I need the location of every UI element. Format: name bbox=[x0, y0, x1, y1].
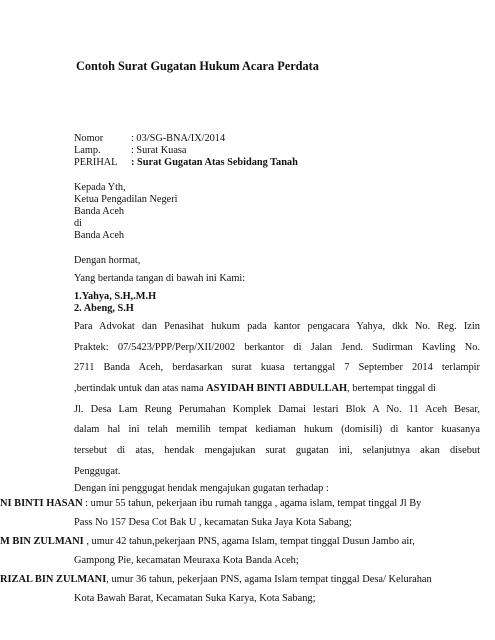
attorney-2: 2. Abeng, S.H bbox=[74, 303, 134, 314]
meta-value: : 03/SG-BNA/IX/2014 bbox=[131, 133, 226, 144]
body-line: Para Advokat dan Penasihat hukum pada kantor pengacara Yahya, dkk No. Reg. Izin bbox=[74, 321, 480, 332]
meta-value: : Surat Kuasa bbox=[131, 145, 187, 156]
body-line: Jl. Desa Lam Reung Perumahan Komplek Damai lestari Blok A No. 11 Aceh Besar, bbox=[74, 403, 480, 415]
recipient-line: di bbox=[74, 218, 83, 229]
defendant-name: RIZAL BIN ZULMANI bbox=[0, 574, 107, 585]
body-paragraph bbox=[74, 317, 480, 483]
body-line bbox=[74, 379, 480, 400]
defendant-2-cont: Gampong Pie, kecamatan Meuraxa Kota Banda Aceh; bbox=[74, 555, 299, 566]
meta-value: : Surat Gugatan Atas Sebidang Tanah bbox=[131, 157, 298, 168]
client-name: ASYIDAH BINTI ABDULLAH bbox=[206, 383, 348, 395]
greeting: Dengan hormat, bbox=[74, 255, 141, 266]
body-text: , bertempat tinggal di bbox=[347, 383, 436, 395]
meta-key: Lamp. bbox=[74, 145, 101, 156]
body-line: 2711 Banda Aceh, berdasarkan surat kuasa tertanggal 7 September 2014 terlampir bbox=[74, 362, 480, 374]
defendant-1 bbox=[0, 498, 421, 509]
attorney-1: 1.Yahya, S.H,.M.H bbox=[74, 291, 157, 302]
defendant-2 bbox=[0, 536, 415, 547]
body-line: Praktek: 07/5423/PPP/Perp/XII/2002 berkantor di Jalan Jend. Sudirman Kavling No. bbox=[74, 341, 480, 353]
recipient-line: Banda Aceh bbox=[74, 230, 125, 241]
recipient-line: Ketua Pengadilan Negeri bbox=[74, 194, 178, 205]
defendant-detail: , umur 36 tahun, pekerjaan PNS, agama Islam tempat tinggal Desa/ Kelurahan bbox=[106, 574, 432, 585]
defendant-1-cont: Pass No 157 Desa Cot Bak U , kecamatan Suka Jaya Kota Sabang; bbox=[74, 517, 352, 528]
recipient-line: Banda Aceh bbox=[74, 206, 125, 217]
defendant-3 bbox=[0, 574, 432, 585]
body-line: dalam hal ini telah memilih tempat kediaman hukum (domisili) di kantor kuasanya bbox=[74, 424, 480, 436]
defendant-3-cont: Kota Bawah Barat, Kecamatan Suka Karya, Kota Sabang; bbox=[74, 593, 316, 604]
document-title: Contoh Surat Gugatan Hukum Acara Perdata bbox=[76, 59, 319, 73]
meta-key: PERIHAL bbox=[74, 157, 118, 168]
body-line: tersebut di atas, hendak mengajukan surat gugatan ini, selanjutnya akan disebut bbox=[74, 445, 480, 457]
intro-text: Yang bertanda tangan di bawah ini Kami: bbox=[74, 273, 246, 284]
body-text: ,bertindak untuk dan atas nama bbox=[74, 383, 207, 395]
body-line: Penggugat. bbox=[74, 465, 121, 477]
intro-2: Dengan ini penggugat hendak mengajukan gugatan terhadap : bbox=[74, 483, 329, 494]
meta-key: Nomor bbox=[74, 133, 104, 144]
recipient-line: Kepada Yth, bbox=[74, 182, 126, 193]
defendant-name: M BIN ZULMANI bbox=[0, 536, 84, 547]
defendant-name: NI BINTI HASAN bbox=[0, 498, 83, 509]
defendant-detail: : umur 55 tahun, pekerjaan ibu rumah tangga , agama islam, tempat tinggal Jl By bbox=[82, 498, 422, 509]
defendant-detail: , umur 42 tahun,pekerjaan PNS, agama Islam, tempat tinggal Dusun Jambo air, bbox=[83, 536, 415, 547]
